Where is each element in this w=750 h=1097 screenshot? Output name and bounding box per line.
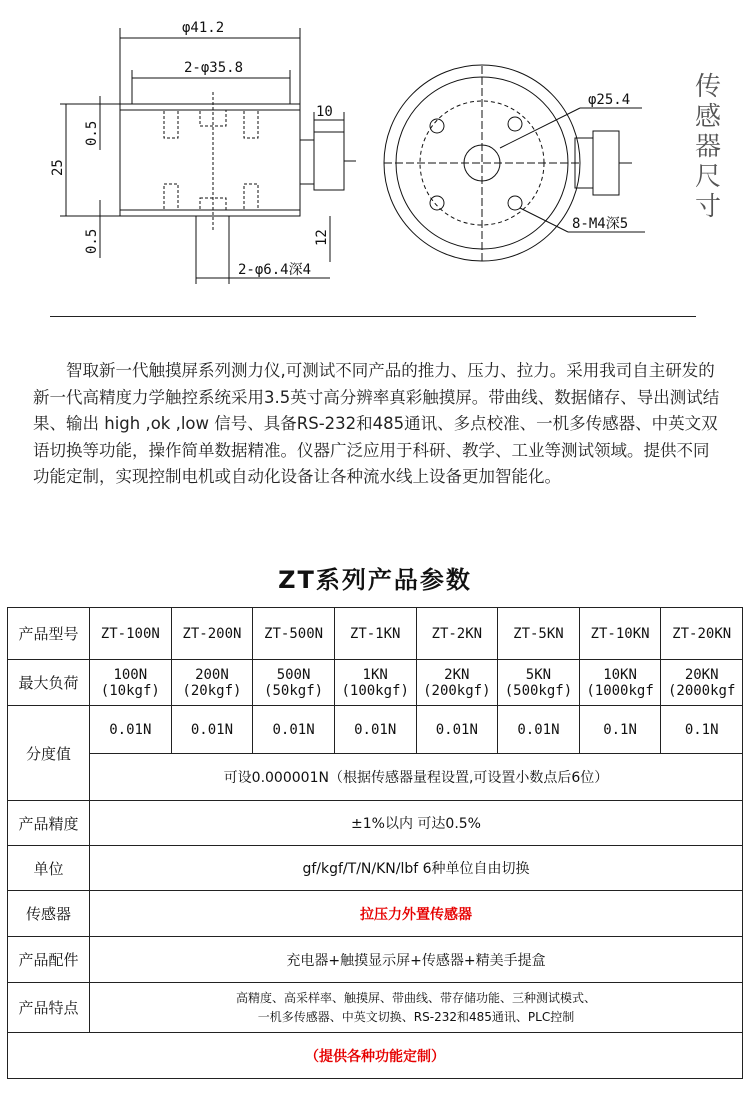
load-kgf: (2000kgf: [667, 682, 736, 699]
load-cell: [498, 660, 580, 706]
model-cell: ZT-20KN: [661, 608, 743, 660]
table-row: [8, 754, 743, 801]
resolution-cell: 0.01N: [498, 706, 580, 754]
resolution-note: 可设0.000001N（根据传感器量程设置,可设置小数点后6位）: [90, 754, 743, 801]
cable-connector: [314, 132, 344, 190]
table-row: [8, 706, 743, 754]
load-cell: [253, 660, 335, 706]
load-cell: [171, 660, 253, 706]
load-kgf: (1000kgf: [586, 682, 654, 699]
row-label: 产品型号: [8, 608, 90, 660]
load-value: 20KN: [684, 666, 719, 683]
table-title: ZT系列产品参数: [278, 566, 472, 594]
table-row: [8, 937, 743, 983]
sensor-body-side: [120, 104, 300, 216]
load-value: 2KN: [444, 666, 470, 683]
row-label: 产品配件: [8, 937, 90, 983]
sensor-dimension-drawing: [0, 0, 750, 330]
dim-center-hole: 2-φ6.4深4: [238, 262, 312, 278]
resolution-cell: 0.01N: [416, 706, 498, 754]
load-kgf: (50kgf): [264, 682, 324, 699]
product-intro: [33, 358, 723, 491]
model-cell: ZT-500N: [253, 608, 335, 660]
load-value: 200N: [195, 666, 229, 683]
load-value: 500N: [276, 666, 311, 683]
model-cell: ZT-2KN: [416, 608, 498, 660]
mount-hole: [430, 196, 444, 210]
load-value: 5KN: [525, 666, 552, 683]
row-label: 分度值: [8, 706, 90, 801]
table-row: [8, 608, 743, 660]
model-cell: ZT-5KN: [498, 608, 580, 660]
table-row: [8, 660, 743, 706]
resolution-cell: 0.01N: [90, 706, 172, 754]
row-label: 最大负荷: [8, 660, 90, 706]
row-label: 单位: [8, 846, 90, 891]
load-kgf: (10kgf): [100, 682, 160, 699]
dim-connector-width: 10: [316, 104, 333, 120]
load-cell: [90, 660, 172, 706]
resolution-cell: 0.01N: [334, 706, 416, 754]
spec-table: [7, 607, 743, 1079]
dim-bottom-step: 0.5: [84, 228, 100, 254]
load-kgf: (100kgf): [341, 682, 409, 699]
dim-height: 25: [50, 159, 66, 176]
row-label: 产品特点: [8, 983, 90, 1033]
resolution-cell: 0.1N: [661, 706, 743, 754]
mount-hole: [508, 117, 522, 131]
dim-outer-diameter: φ41.2: [182, 20, 225, 36]
table-row: [8, 1033, 743, 1079]
accuracy-value: ±1%以内 可达0.5%: [90, 801, 743, 846]
dim-thread-holes: 8-M4深5: [572, 216, 629, 232]
custom-note: （提供各种功能定制）: [8, 1033, 743, 1079]
model-cell: ZT-100N: [90, 608, 172, 660]
model-cell: ZT-200N: [171, 608, 253, 660]
sensor-value: 拉压力外置传感器: [90, 891, 743, 937]
load-value: 100N: [113, 666, 148, 683]
feature-line: 一机多传感器、中英文切换、RS-232和485通讯、PLC控制: [257, 1009, 575, 1024]
drawing-title: 传感器尺寸: [694, 72, 721, 222]
section-divider: [50, 316, 696, 317]
table-row: [8, 891, 743, 937]
row-label: 传感器: [8, 891, 90, 937]
dim-bolt-circle: φ25.4: [588, 92, 631, 108]
model-cell: ZT-10KN: [579, 608, 661, 660]
load-cell: [334, 660, 416, 706]
load-cell: [416, 660, 498, 706]
dim-hole-pitch: 2-φ35.8: [184, 60, 244, 76]
row-label: 产品精度: [8, 801, 90, 846]
feature-line: 高精度、高采样率、触摸屏、带曲线、带存储功能、三种测试模式、: [235, 990, 596, 1005]
dim-connector-height: 12: [314, 229, 330, 246]
unit-value: gf/kgf/T/N/KN/lbf 6种单位自由切换: [90, 846, 743, 891]
resolution-cell: 0.01N: [171, 706, 253, 754]
load-kgf: (20kgf): [182, 682, 242, 699]
resolution-cell: 0.01N: [253, 706, 335, 754]
load-value: 10KN: [603, 666, 637, 683]
load-kgf: (200kgf): [423, 682, 491, 699]
accessory-value: 充电器+触摸显示屏+传感器+精美手提盒: [90, 937, 743, 983]
table-row: [8, 801, 743, 846]
table-row: [8, 983, 743, 1033]
model-cell: ZT-1KN: [334, 608, 416, 660]
load-cell: [661, 660, 743, 706]
resolution-cell: 0.1N: [579, 706, 661, 754]
technical-drawing: [0, 0, 750, 330]
load-kgf: (500kgf): [504, 682, 573, 699]
load-cell: [579, 660, 661, 706]
load-value: 1KN: [362, 666, 388, 683]
intro-paragraph: 智取新一代触摸屏系列测力仪,可测试不同产品的推力、压力、拉力。采用我司自主研发的新一代高精度力学触控系统采用3.5英寸高分辨率真彩触摸屏。带曲线、数据储存、导出测试结果、输出 high ,ok ,low 信号、具备RS-232和485通讯、多点校准、一机多传感器、中英文双语切换等功能，操作简单数据精准。仪器广泛应用于科研、教学、工业等测试领域。提供不同功能定制，实现控制电机或自动化设备让各种流水线上设备更加智能化。: [33, 361, 720, 486]
table-row: [8, 846, 743, 891]
dim-top-step: 0.5: [84, 120, 100, 146]
feature-value: [90, 983, 743, 1033]
mount-hole: [508, 196, 522, 210]
